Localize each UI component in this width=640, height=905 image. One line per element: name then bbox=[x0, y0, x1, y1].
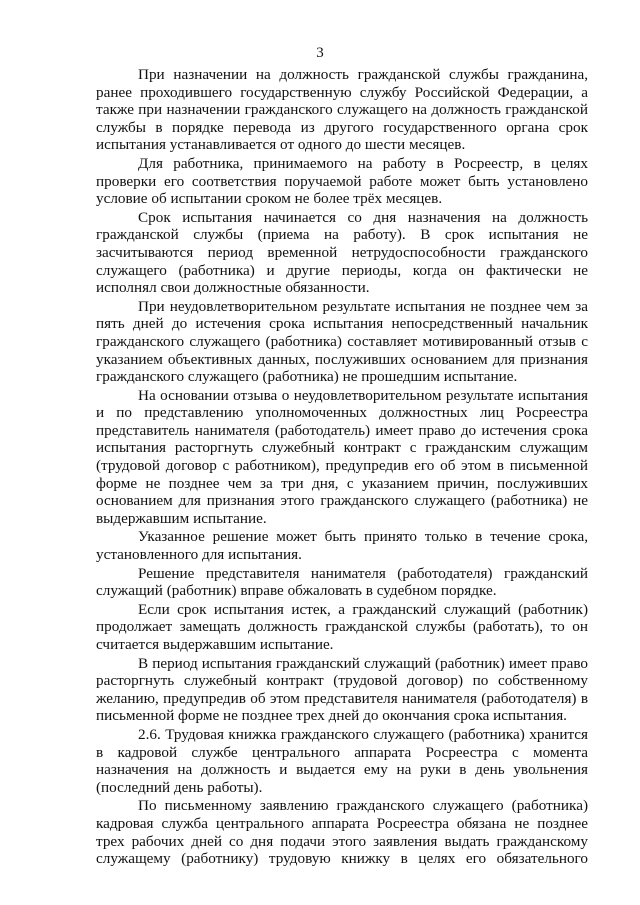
paragraph-probation-transfer: При назначении на должность гражданской службы гражданина, ранее проходившего государственную службу Российской Федерации, а также при назначении гражданского служащего на должность гражданской службы в порядке перевода из другого государственного органа срок испытания устанавливается от одного до шести месяцев. bbox=[96, 66, 588, 154]
paragraph-work-book-issue: По письменному заявлению гражданского служащего (работника) кадровая служба центрального аппарата Росреестра обязана не позднее трех рабочих дней со дня подачи этого заявления выдать гражданскому служащему (работнику) трудовую книжку в целях его обязательного bbox=[96, 797, 588, 868]
paragraph-unsatisfactory-result: При неудовлетворительном результате испытания не позднее чем за пять дней до истечения срока испытания непосредственный начальник гражданского служащего (работника) составляет мотивированный отзыв с указанием объективных данных, послуживших основанием для признания гражданского служащего (работника) не прошедшим испытание. bbox=[96, 297, 588, 386]
paragraph-employee-probation: Для работника, принимаемого на работу в Росреестр, в целях проверки его соответствия поручаемой работе может быть установлено условие об испытании сроком не более трёх месяцев. bbox=[96, 154, 588, 208]
paragraph-probation-passed: Если срок испытания истек, а гражданский служащий (работник) продолжает замещать должность гражданской службы (работать), то он считается выдержавшим испытание. bbox=[96, 600, 588, 653]
paragraph-probation-start: Срок испытания начинается со дня назначения на должность гражданской службы (приема на работу). В срок испытания не засчитываются период временной нетрудоспособности гражданского служащего (работника) и другие периоды, когда он фактически не исполнял свои должностные обязанности. bbox=[96, 208, 588, 297]
document-body bbox=[96, 66, 588, 869]
paragraph-contract-termination: На основании отзыва о неудовлетворительном результате испытания и по представлению уполномоченных должностных лиц Росреестра представитель нанимателя (работодатель) имеет право до истечения срока испытания расторгнуть служебный контракт с гражданским служащим (трудовой договор с работником), предупредив его об этом в письменной форме не позднее чем за три дня, с указанием причин, послуживших основанием для признания этого гражданского служащего (работника) не выдержавшим испытание. bbox=[96, 386, 588, 527]
page-number: 3 bbox=[316, 45, 324, 61]
paragraph-decision-period: Указанное решение может быть принято только в течение срока, установленного для испытания. bbox=[96, 528, 588, 564]
paragraph-voluntary-termination: В период испытания гражданский служащий (работник) имеет право расторгнуть служебный контракт (трудовой договор) по собственному желанию, предупредив об этом представителя нанимателя (работодателя) в письменной форме не позднее трех дней до окончания срока испытания. bbox=[96, 654, 588, 725]
paragraph-work-book-storage: 2.6. Трудовая книжка гражданского служащего (работника) хранится в кадровой службе центрального аппарата Росреестра с момента назначения на должность и выдается ему на руки в день увольнения (последний день работы). bbox=[96, 725, 588, 796]
paragraph-appeal: Решение представителя нанимателя (работодателя) гражданский служащий (работник) вправе обжаловать в судебном порядке. bbox=[96, 564, 588, 600]
